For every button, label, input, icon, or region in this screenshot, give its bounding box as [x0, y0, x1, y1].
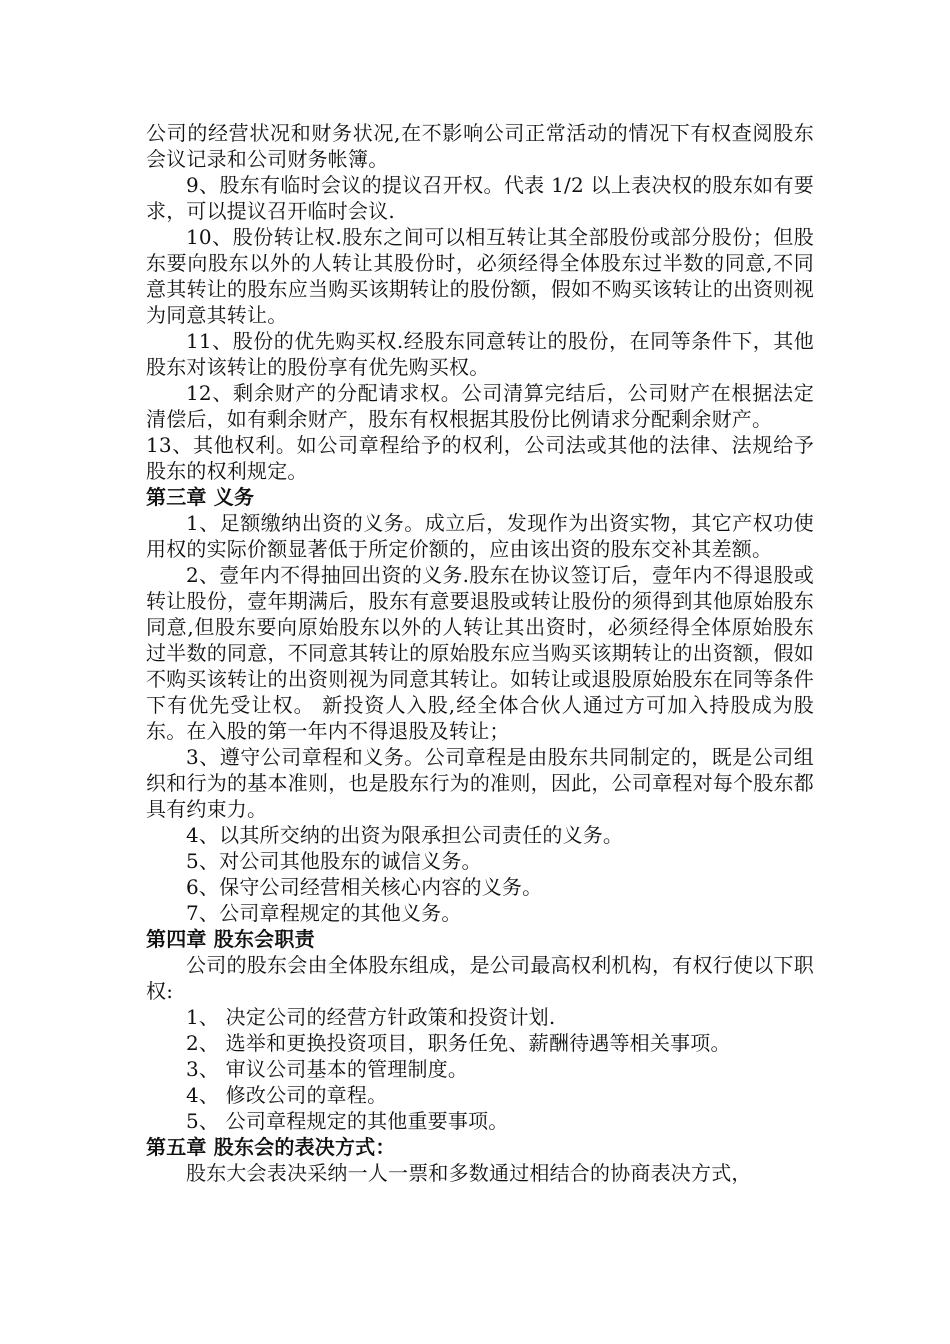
chapter-heading: 第三章 义务 — [146, 485, 255, 509]
paragraph: 1、足额缴纳出资的义务。成立后，发现作为出资实物，其它产权功使用权的实际价额显著低于所定价额的，应由该出资的股东交补其差额。 — [146, 511, 814, 561]
paragraph: 2、壹年内不得抽回出资的义务.股东在协议签订后，壹年内不得退股或转让股份，壹年期满后，股东有意要退股或转让股份的须得到其他原始股东同意,但股东要向原始股东以外的人转让其出资时，必须经得全体原始股东过半数的同意，不同意其转让的原始股东应当购买该期转让的出资额，假如不购买该转让的出资则视为同意其转让。如转让或退股原始股东在同等条件下有优先受让权。 新投资人入股,经全体合伙人通过方可加入持股成为股东。在入股的第一年内不得退股及转让； — [146, 563, 814, 743]
paragraph: 公司的经营状况和财务状况,在不影响公司正常活动的情况下有权查阅股东会议记录和公司财务帐簿。 — [146, 121, 814, 171]
paragraph: 12、剩余财产的分配请求权。公司清算完结后，公司财产在根据法定清偿后，如有剩余财产，股东有权根据其股份比例请求分配剩余财产。 — [146, 381, 814, 431]
paragraph: 13、其他权利。如公司章程给予的权利，公司法或其他的法律、法规给予股东的权利规定。 — [146, 433, 814, 483]
paragraph: 9、股东有临时会议的提议召开权。代表 1/2 以上表决权的股东如有要求，可以提议召开临时会议. — [146, 173, 814, 223]
paragraph: 7、公司章程规定的其他义务。 — [186, 901, 462, 925]
paragraph: 公司的股东会由全体股东组成，是公司最高权利机构，有权行使以下职权: — [146, 953, 814, 1003]
paragraph: 10、股份转让权.股东之间可以相互转让其全部股份或部分股份；但股东要向股东以外的人转让其股份时，必须经得全体股东过半数的同意,不同意其转让的股东应当购买该期转让的股份额，假如不购买该转让的出资则视为同意其转让。 — [146, 225, 814, 327]
list-item: 1、 决定公司的经营方针政策和投资计划. — [186, 1005, 556, 1029]
list-item: 3、 审议公司基本的管理制度。 — [186, 1057, 469, 1081]
list-item: 5、 公司章程规定的其他重要事项。 — [186, 1109, 509, 1133]
paragraph: 6、保守公司经营相关核心内容的义务。 — [186, 875, 543, 899]
paragraph: 5、对公司其他股东的诚信义务。 — [186, 849, 482, 873]
document-body — [146, 120, 814, 1186]
list-item: 2、 选举和更换投资项目，职务任免、薪酬待遇等相关事项。 — [186, 1031, 731, 1055]
chapter-heading: 第五章 股东会的表决方式： — [146, 1135, 396, 1159]
paragraph: 4、以其所交纳的出资为限承担公司责任的义务。 — [186, 823, 624, 847]
paragraph: 11、股份的优先购买权.经股东同意转让的股份，在同等条件下，其他股东对该转让的股份享有优先购买权。 — [146, 329, 814, 379]
paragraph: 股东大会表决采纳一人一票和多数通过相结合的协商表决方式， — [186, 1161, 752, 1185]
list-item: 4、 修改公司的章程。 — [186, 1083, 388, 1107]
chapter-heading: 第四章 股东会职责 — [146, 927, 315, 951]
paragraph: 3、遵守公司章程和义务。公司章程是由股东共同制定的，既是公司组织和行为的基本准则，也是股东行为的准则，因此，公司章程对每个股东都具有约束力。 — [146, 745, 814, 821]
